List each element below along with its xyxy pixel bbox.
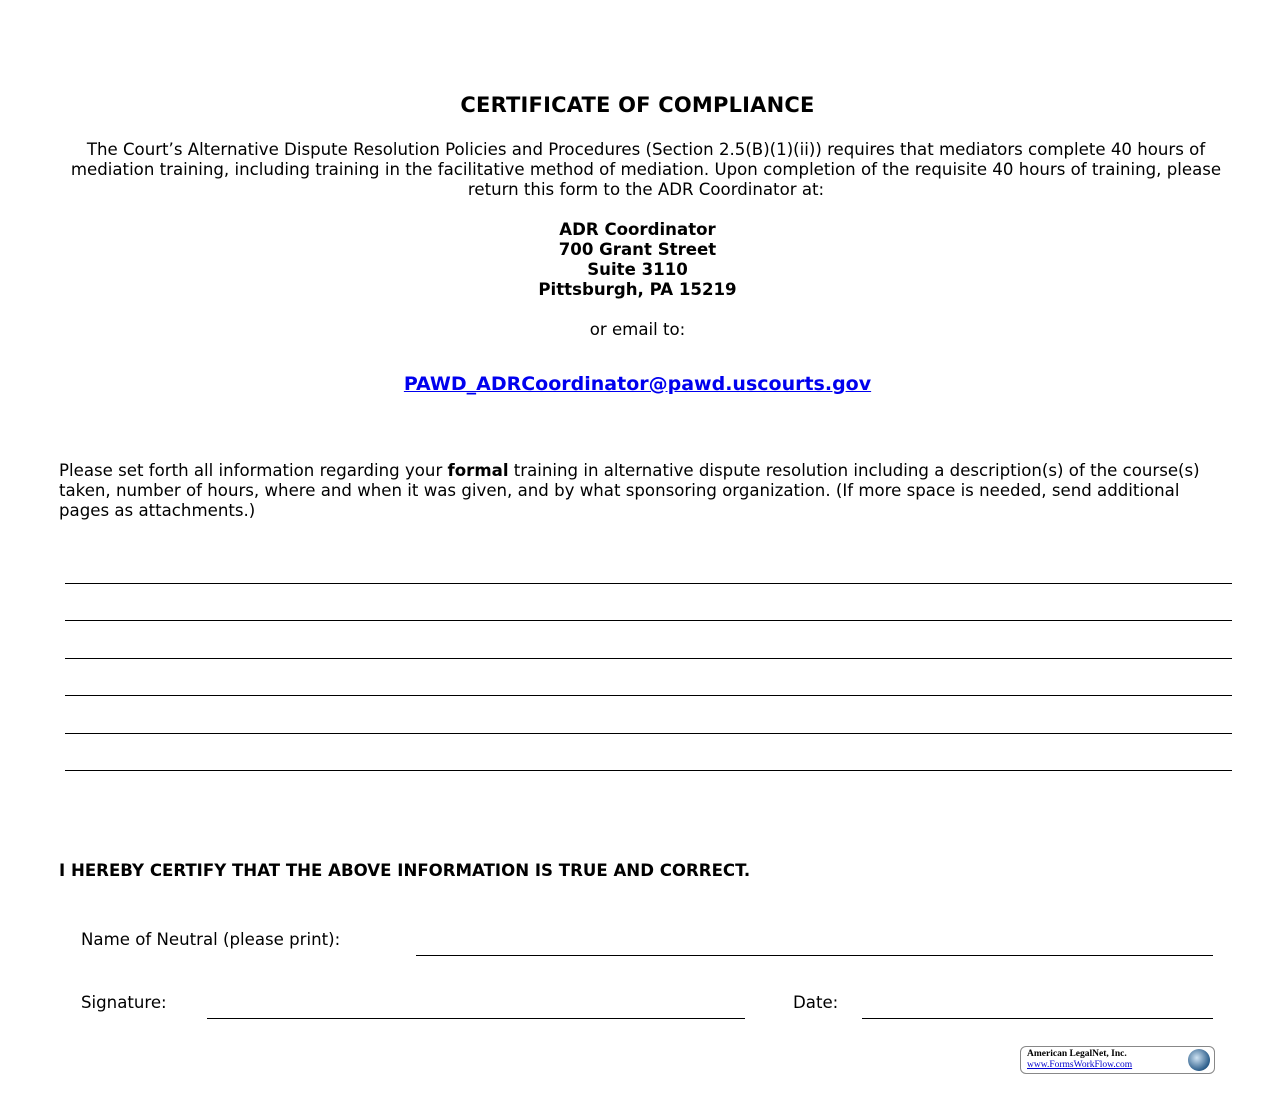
or-email-text: or email to: [589, 320, 686, 339]
address-line: ADR Coordinator [559, 220, 716, 239]
instructions-text: Please set forth all information regarding your [59, 461, 448, 480]
training-entry-line[interactable] [65, 695, 1232, 696]
name-field[interactable] [416, 955, 1213, 956]
globe-icon [1188, 1049, 1210, 1071]
logo-company: American LegalNet, Inc. [1027, 1049, 1127, 1059]
address-line: 700 Grant Street [558, 240, 717, 259]
email-link[interactable]: PAWD_ADRCoordinator@pawd.uscourts.gov [403, 373, 872, 395]
training-entry-line[interactable] [65, 620, 1232, 621]
address-line: Suite 3110 [587, 260, 688, 279]
instructions-text: training in alternative dispute resolution including a description(s) of the course(s) taken, number of hours, where and when it was given, and by what sponsoring organization. (If more space is needed, send additional pages as attachments.) [59, 461, 1200, 520]
american-legalnet-logo [1020, 1046, 1215, 1074]
logo-url-link[interactable]: www.FormsWorkFlow.com [1027, 1060, 1133, 1070]
name-label: Name of Neutral (please print): [81, 930, 341, 949]
training-entry-line[interactable] [65, 583, 1232, 584]
training-entry-line[interactable] [65, 658, 1232, 659]
certification-statement: I HEREBY CERTIFY THAT THE ABOVE INFORMATION IS TRUE AND CORRECT. [59, 861, 751, 880]
signature-field[interactable] [207, 1018, 745, 1019]
instructions-bold: formal [447, 461, 509, 480]
intro-paragraph: The Court’s Alternative Dispute Resolution Policies and Procedures (Section 2.5(B)(1)(ii)) requires that mediators complete 40 hours of mediation training, including training in the facilitative method of mediation. Upon completion of the requisite 40 hours of training, please return this form to the ADR Coordinator at: [70, 140, 1222, 199]
instructions-paragraph [59, 461, 1234, 521]
signature-label: Signature: [81, 993, 167, 1012]
mailing-address [0, 220, 1275, 300]
address-line: Pittsburgh, PA 15219 [538, 280, 737, 299]
training-entry-line[interactable] [65, 733, 1232, 734]
page-title: CERTIFICATE OF COMPLIANCE [460, 93, 815, 117]
date-label: Date: [793, 993, 839, 1012]
training-entry-line[interactable] [65, 770, 1232, 771]
date-field[interactable] [862, 1018, 1213, 1019]
